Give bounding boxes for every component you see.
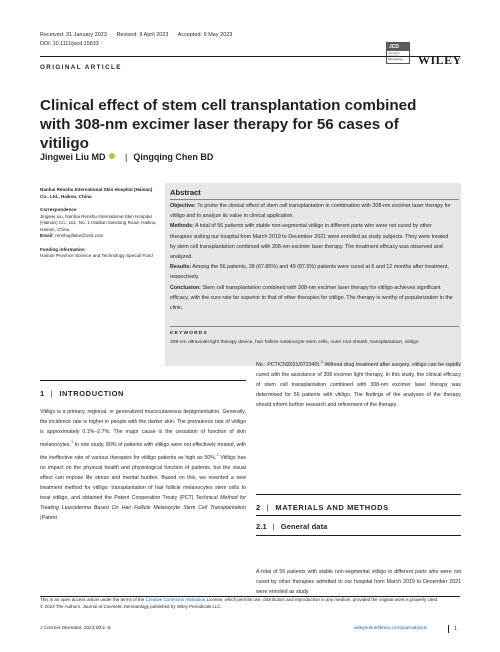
intro-text: Vitiligo is a primary, regional, or generalized mucocutaneous depigmentation. Generally, the incidence rate is higher in people with the darker skin. The prevalence rate of vitiligo is approximately 0.1%–2.7%. The major cause is the cessation of function of skin melanocytes.: [40, 409, 246, 448]
intro-text: Without drug treatment after surgery, vitiligo can be rapidly cured with the assistance of 308 excimer light therapy. In this study, the clinical efficacy of stem cell transplantation combined with 308-nm excimer laser therapy was determined for 56 patients with vitiligo. The findings of the analyses of the therapy should inform further research and refinement of the therapy.: [256, 361, 461, 408]
objective-label: Objective:: [170, 203, 196, 209]
patent-title: Technical Method for Treating Leucoderma Based On Hair Follicle Melanocyte Stem Cell Transplantation: [40, 494, 246, 511]
objective-text: To probe the clinical effect of stem cell transplantation in combination with 308-nm excimer laser therapy for vitiligo and to analyze its value in clinical application.: [170, 203, 451, 220]
author-separator: |: [125, 152, 128, 162]
section-bar: |: [50, 389, 54, 398]
abstract-text: [170, 201, 454, 313]
intro-text: (Patent: [40, 514, 57, 521]
funding-label: Funding information: [40, 246, 85, 252]
affiliations-panel: [40, 187, 158, 267]
citation-ref[interactable]: 3: [320, 359, 323, 364]
email-label: Email:: [40, 233, 54, 238]
intro-text: No.: PCT/CN2021/072340).: [256, 361, 321, 368]
keywords-label: KEYWORDS: [170, 331, 208, 336]
footer-separator: [448, 625, 449, 633]
conclusion-text: Stem cell transplantation combined with 308-nm excimer laser therapy for vitiligo achieves significant efficacy, with the cure rate far superior to that of other therapies for vitiligo. The therapy is worthy of popularization in the clinic.: [170, 284, 453, 312]
section-title: MATERIALS AND METHODS: [275, 503, 389, 512]
orcid-icon[interactable]: [109, 153, 116, 160]
journal-logo: [386, 42, 410, 64]
general-data-paragraph: A total of 56 patients with stable non-segmental vitiligo in different parts who were not cured by other therapies admitted to our hospital from March 2019 to December 2021 were enrolled as study: [256, 569, 461, 595]
keywords-divider: [170, 326, 459, 327]
methods-label: Methods:: [170, 223, 194, 230]
section-title: INTRODUCTION: [59, 389, 125, 398]
license-link[interactable]: Creative Commons Attribution: [145, 597, 206, 602]
license-text: License, which permits use, distribution and reproduction in any medium, provided the original work is properly cited.: [205, 597, 439, 602]
section-bar: |: [272, 522, 275, 531]
license-notice: [40, 597, 460, 610]
correspondence-label: Correspondence: [40, 207, 77, 212]
subsection-title: General data: [280, 522, 328, 531]
article-dates: [40, 32, 240, 38]
section-number: 2: [256, 503, 261, 512]
section-number: 1: [40, 389, 45, 398]
section-heading-introduction: [40, 389, 124, 398]
section-bar: |: [266, 503, 270, 512]
intro-text: Vitiligo has no impact on the physical health and physiological function of patients, but the visual effect can impose life stress and mental burden. Based on this, we invented a new treatment method for vitiligo: transplantation of hair follicle melanocytes stem cells to treat vitiligo, and obtained the Patent Cooperation Treaty (PCT): [40, 454, 246, 501]
abstract-divider: [170, 199, 459, 200]
revised-date: Revised: 9 April 2023: [116, 32, 169, 38]
section-heading-methods: [256, 503, 389, 512]
methods-text: A total of 56 patients with stable non-segmental vitiligo in different parts who were not cured by other therapies visiting our hospital from March 2019 to December 2021 were enrolled as study subjects. They were treated by stem cell transplantation combined with 308-nm excimer laser therapy. The treatment efficacy was observed and analyzed.: [170, 223, 449, 261]
accepted-date: Accepted: 9 May 2023: [177, 32, 233, 38]
article-type: ORIGINAL ARTICLE: [40, 64, 122, 71]
license-text: This is an open access article under the terms of the: [40, 597, 146, 602]
copyright-text: published by Wiley Periodicals LLC.: [149, 603, 222, 609]
subsection-number: 2.1: [256, 522, 267, 531]
journal-citation: J Cosmet Dermatol. 2023;00:1–6.: [40, 626, 112, 631]
funding-info: Hainan Province Science and Technology Special Fund: [40, 253, 153, 258]
header-divider: [40, 56, 460, 57]
journal-url-link[interactable]: wileyonlinelibrary.com/journal/jocd: [354, 626, 427, 631]
institution: Nanhai Renshu International Skin Hospital (Hainan) Co., Ltd., Haikou, China: [40, 187, 153, 199]
citation-ref[interactable]: 2: [216, 451, 219, 457]
citation-ref[interactable]: 1: [70, 439, 74, 444]
publisher-logo: WILEY: [418, 53, 462, 67]
keywords-list: 308-nm ultraviolet light therapy device, hair follicle melanocyte stem cells, outer root sheath, transplantation, vitiligo: [170, 340, 419, 345]
copyright-journal: Journal of Cosmetic Dermatology: [82, 603, 150, 609]
subsection-divider: [256, 535, 461, 536]
author-name[interactable]: Qingqing Chen BD: [133, 152, 214, 162]
intro-text: In one study, 80% of patients with vitiligo were not effectively treated, with the ineffective rate of various therapies for vitiligo patients as high as 50%.: [40, 441, 246, 461]
introduction-continued: [256, 357, 461, 410]
journal-logo-subtitle: Journal of Cosmetic Dermatology: [388, 52, 403, 61]
results-text: Among the 56 patients, 38 (67.85%) and 49 (87.5%) patients were cured at 6 and 12 months after treatment, respectively.: [170, 264, 449, 281]
page-number: 1: [454, 626, 457, 632]
author-list: [40, 152, 213, 162]
article-title: Clinical effect of stem cell transplantation combined with 308-nm excimer laser therapy for 56 cases of vitiligo: [40, 97, 417, 152]
section-divider: [256, 494, 461, 495]
correspondence-address: Jingwei Liu, Nanhai Renshu International Skin Hospital (Hainan) Co., Ltd., No. 1 Haidian Sandong Road, Haikou, Hainan, China.: [40, 213, 157, 232]
received-date: Received: 31 January 2023: [40, 32, 107, 38]
subsection-heading-general-data: [256, 522, 327, 531]
author-name[interactable]: Jingwei Liu MD: [40, 152, 106, 162]
conclusion-label: Conclusion:: [170, 284, 201, 291]
journal-logo-mark: JCD: [387, 43, 409, 51]
subsection-divider: [256, 515, 461, 516]
introduction-paragraph: [40, 407, 246, 523]
email-link[interactable]: renshuplluke@163.com: [55, 233, 104, 238]
section-divider: [40, 380, 246, 381]
results-label: Results:: [170, 264, 192, 271]
abstract-heading: Abstract: [170, 188, 201, 197]
doi[interactable]: DOI: 10.1111/jocd.15833: [40, 41, 99, 47]
copyright-text: © 2023 The Authors.: [40, 603, 83, 609]
